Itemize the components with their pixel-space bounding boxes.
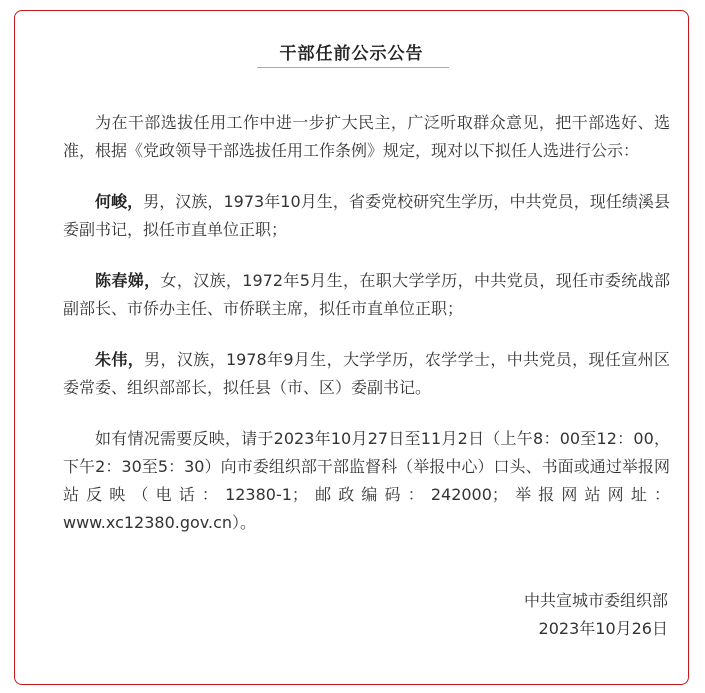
candidate-details: 女，汉族，1972年5月生，在职大学学历，中共党员，现任市委统战部副部长、市侨办主任、市侨联主席，拟任市直单位正职； <box>63 271 670 318</box>
candidate-details: 男，汉族，1978年9月生，大学学历，农学学士，中共党员，现任宣州区委常委、组织部部长，拟任县（市、区）委副书记。 <box>63 350 670 397</box>
candidate-paragraph <box>63 188 670 244</box>
issuer: 中共宣城市委组织部 <box>523 591 668 610</box>
notice-body <box>63 109 670 560</box>
candidate-name: 朱伟， <box>95 350 145 369</box>
intro-paragraph: 为在干部选拔任用工作中进一步扩大民主，广泛听取群众意见，把干部选好、选准，根据《党政领导干部选拔任用工作条例》规定，现对以下拟任人选进行公示： <box>63 113 670 160</box>
candidate-details: 男，汉族，1973年10月生，省委党校研究生学历，中共党员，现任绩溪县委副书记，拟任市直单位正职； <box>63 192 670 239</box>
candidate-name: 陈春娣， <box>95 271 161 290</box>
candidate-paragraph <box>63 346 670 402</box>
candidate-paragraph <box>63 267 670 323</box>
notice-card <box>14 10 689 685</box>
issue-date: 2023年10月26日 <box>538 619 668 638</box>
title-underline <box>257 67 449 68</box>
feedback-paragraph: 如有情况需要反映，请于2023年10月27日至11月2日（上午8：00至12：00，下午2：30至5：30）向市委组织部干部监督科（举报中心）口头、书面或通过举报网站反映（电话：12380-1；邮政编码：242000；举报网站网址：www.xc12380.gov.cn）。 <box>63 429 670 532</box>
signature-block <box>524 587 668 643</box>
candidate-name: 何峻， <box>95 192 144 211</box>
notice-title: 干部任前公示公告 <box>279 44 424 64</box>
